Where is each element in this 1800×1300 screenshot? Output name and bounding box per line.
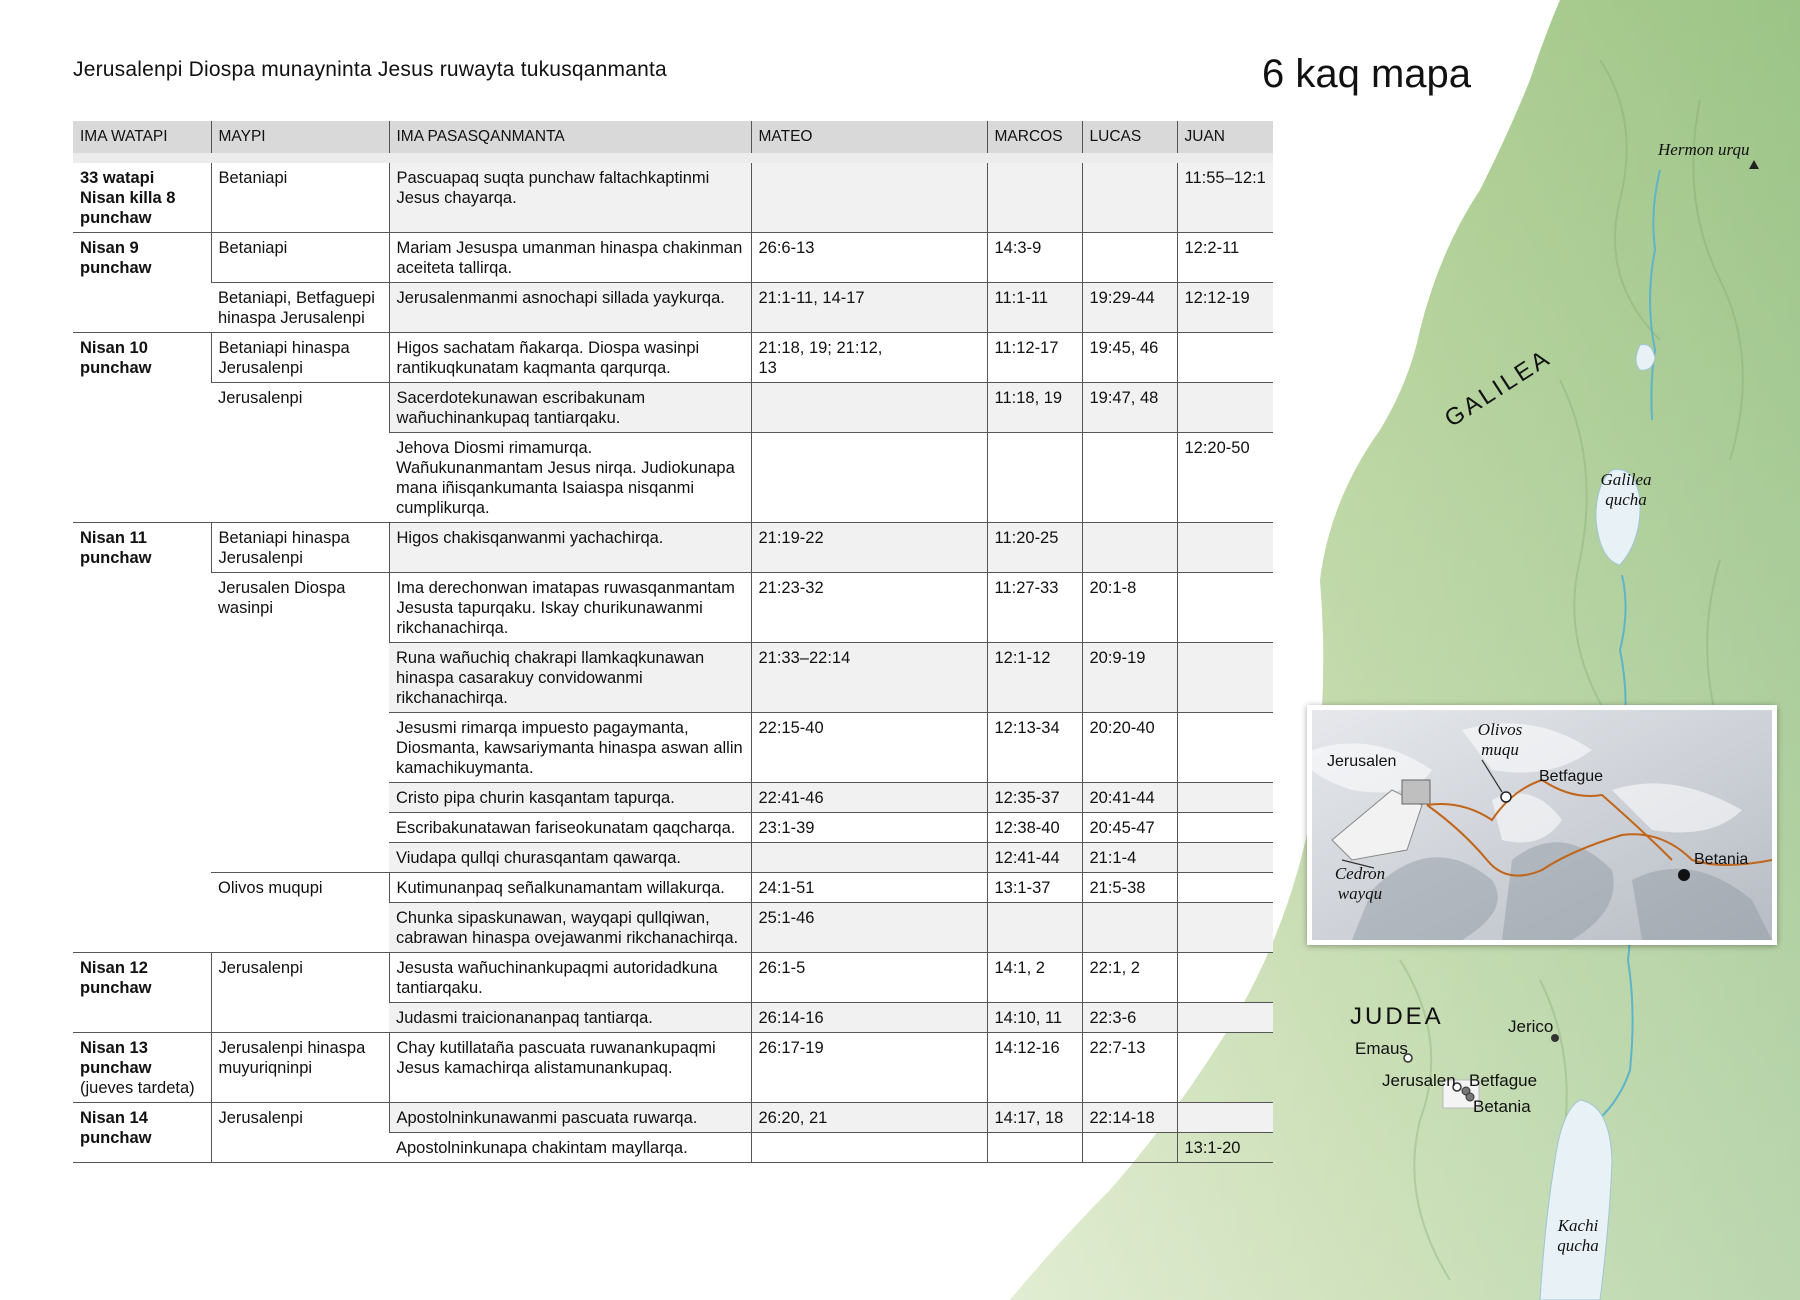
header-mateo: MATEO [751, 121, 899, 158]
table-row [73, 953, 1273, 1003]
table-row [73, 158, 1273, 233]
event-cell: Apostolninkunawanmi pascuata ruwarqa. [389, 1103, 751, 1133]
place-cell: Betaniapi [211, 158, 389, 233]
event-cell: Chay kutillataña pascuata ruwanankupaqmi Jesus kamachirqa alistamunankupaq. [389, 1033, 751, 1103]
gap-cell [899, 843, 987, 873]
mateo-cell [751, 843, 899, 873]
lucas-cell [1082, 903, 1177, 953]
events-table [73, 121, 1273, 1163]
table-row [73, 283, 1273, 333]
mateo-cell: 21:19-22 [751, 523, 899, 573]
header-gap [899, 121, 987, 158]
lucas-cell: 20:20-40 [1082, 713, 1177, 783]
table-header-row [73, 121, 1273, 158]
gap-cell [899, 1103, 987, 1133]
table-row [73, 383, 1273, 433]
header-marcos: MARCOS [987, 121, 1082, 158]
gap-cell [899, 333, 987, 383]
place-cell: Jerusalenpi [211, 953, 389, 1033]
date-cell [73, 158, 211, 233]
header-date: IMA WATAPI [73, 121, 211, 158]
gap-cell [899, 813, 987, 843]
lucas-cell: 22:1, 2 [1082, 953, 1177, 1003]
gap-cell [899, 1033, 987, 1103]
mateo-cell: 21:1-11, 14-17 [751, 283, 899, 333]
gap-cell [899, 953, 987, 1003]
table-row [73, 333, 1273, 383]
mateo-cell: 24:1-51 [751, 873, 899, 903]
date-cell [73, 333, 211, 523]
header-event: IMA PASASQANMANTA [389, 121, 751, 158]
event-cell: Escribakunatawan fariseokunatam qaqcharqa. [389, 813, 751, 843]
marcos-cell [987, 433, 1082, 523]
inset-olivos-label: Olivos muqu [1477, 720, 1523, 759]
marcos-cell: 12:41-44 [987, 843, 1082, 873]
lucas-cell: 20:41-44 [1082, 783, 1177, 813]
table-row [73, 1033, 1273, 1103]
event-cell: Chunka sipaskunawan, wayqapi qullqiwan, cabrawan hinaspa ovejawanmi rikchanachirqa. [389, 903, 751, 953]
page-title: Jerusalenpi Diospa munayninta Jesus ruwayta tukusqanmanta [73, 58, 667, 81]
juan-cell: 13:1-20 [1177, 1133, 1273, 1163]
lucas-cell: 19:29-44 [1082, 283, 1177, 333]
marcos-cell: 14:10, 11 [987, 1003, 1082, 1033]
lucas-cell: 22:3-6 [1082, 1003, 1177, 1033]
place-cell: Jerusalen Diospa wasinpi [211, 573, 389, 873]
date-text: 33 watapi Nisan killa 8 punchaw [80, 169, 176, 227]
mateo-cell [751, 383, 899, 433]
lucas-cell [1082, 158, 1177, 233]
marcos-cell: 14:1, 2 [987, 953, 1082, 1003]
header-lucas: LUCAS [1082, 121, 1177, 158]
date-cell [73, 523, 211, 953]
juan-cell: 12:12-19 [1177, 283, 1273, 333]
galilea-lake-label: Galilea qucha [1600, 470, 1652, 509]
place-cell: Betaniapi, Betfaguepi hinaspa Jerusalenpi [211, 283, 389, 333]
date-cell [73, 1033, 211, 1103]
marcos-cell: 12:38-40 [987, 813, 1082, 843]
lucas-cell: 20:9-19 [1082, 643, 1177, 713]
gap-cell [899, 433, 987, 523]
date-text: Nisan 9 punchaw [80, 239, 152, 277]
lucas-cell: 20:1-8 [1082, 573, 1177, 643]
betania-label: Betania [1473, 1097, 1531, 1116]
event-cell: Apostolninkunapa chakintam mayllarqa. [389, 1133, 751, 1163]
juan-cell [1177, 1103, 1273, 1133]
gap-cell [899, 1003, 987, 1033]
lucas-cell [1082, 523, 1177, 573]
marcos-cell: 14:3-9 [987, 233, 1082, 283]
event-cell: Ima derechonwan imatapas ruwasqanmantam Jesusta tapurqaku. Iskay churikunawanmi rikchanachirqa. [389, 573, 751, 643]
juan-cell [1177, 333, 1273, 383]
marcos-cell: 14:12-16 [987, 1033, 1082, 1103]
lucas-cell: 22:7-13 [1082, 1033, 1177, 1103]
jerusalen-label: Jerusalen [1382, 1071, 1456, 1090]
marcos-cell: 11:1-11 [987, 283, 1082, 333]
lucas-cell: 19:47, 48 [1082, 383, 1177, 433]
marcos-cell: 11:27-33 [987, 573, 1082, 643]
juan-cell [1177, 953, 1273, 1003]
inset-jerusalen-label: Jerusalen [1327, 753, 1397, 770]
map-title: 6 kaq mapa [1262, 52, 1472, 96]
date-cell [73, 953, 211, 1033]
mateo-cell [751, 158, 899, 233]
mateo-cell: 21:18, 19; 21:12, 13 [751, 333, 899, 383]
jerusalem-inset-map [1307, 705, 1777, 945]
lucas-cell: 20:45-47 [1082, 813, 1177, 843]
event-cell: Cristo pipa churin kasqantam tapurqa. [389, 783, 751, 813]
juan-cell [1177, 843, 1273, 873]
mateo-cell: 22:15-40 [751, 713, 899, 783]
place-cell: Betaniapi hinaspa Jerusalenpi [211, 523, 389, 573]
date-text: Nisan 11 punchaw [80, 529, 152, 567]
galilea-label: GALILEA [1440, 344, 1557, 433]
judea-label: JUDEA [1350, 1003, 1444, 1030]
marcos-cell [987, 158, 1082, 233]
dead-sea-label: Kachi qucha [1557, 1216, 1599, 1255]
juan-cell [1177, 873, 1273, 903]
marcos-cell: 11:20-25 [987, 523, 1082, 573]
date-cell [73, 233, 211, 333]
date-cell [73, 1103, 211, 1163]
place-cell: Jerusalenpi [211, 1103, 389, 1163]
table-body [73, 158, 1273, 1163]
inset-betania-label: Betania [1694, 851, 1749, 868]
jerico-label: Jerico [1508, 1017, 1554, 1036]
date-note: (jueves tardeta) [80, 1079, 195, 1097]
marcos-cell [987, 1133, 1082, 1163]
juan-cell [1177, 523, 1273, 573]
gap-cell [899, 873, 987, 903]
event-cell: Jerusalenmanmi asnochapi sillada yaykurqa. [389, 283, 751, 333]
inset-relief [1312, 710, 1772, 940]
marcos-cell: 12:35-37 [987, 783, 1082, 813]
event-cell: Higos sachatam ñakarqa. Diospa wasinpi rantikuqkunatam kaqmanta qarqurqa. [389, 333, 751, 383]
gap-cell [899, 783, 987, 813]
juan-cell [1177, 783, 1273, 813]
date-text: Nisan 13 punchaw [80, 1039, 152, 1077]
juan-cell [1177, 1003, 1273, 1033]
header-juan: JUAN [1177, 121, 1273, 158]
table-row [73, 233, 1273, 283]
juan-cell [1177, 813, 1273, 843]
mateo-cell: 26:14-16 [751, 1003, 899, 1033]
inset-betania-dot [1678, 869, 1690, 881]
mateo-cell: 26:6-13 [751, 233, 899, 283]
event-cell: Higos chakisqanwanmi yachachirqa. [389, 523, 751, 573]
lucas-cell: 22:14-18 [1082, 1103, 1177, 1133]
lucas-cell: 19:45, 46 [1082, 333, 1177, 383]
juan-cell: 12:20-50 [1177, 433, 1273, 523]
betfague-label: Betfague [1469, 1071, 1538, 1090]
mateo-cell [751, 1133, 899, 1163]
juan-cell [1177, 573, 1273, 643]
mateo-cell [751, 433, 899, 523]
place-cell: Olivos muqupi [211, 873, 389, 953]
gap-cell [899, 1133, 987, 1163]
hermon-label: Hermon urqu [1658, 140, 1750, 159]
event-cell: Jesusta wañuchinankupaqmi autoridadkuna tantiarqaku. [389, 953, 751, 1003]
table-row [73, 873, 1273, 903]
juan-cell: 11:55–12:1 [1177, 158, 1273, 233]
date-text: Nisan 10 punchaw [80, 339, 152, 377]
mateo-cell: 21:23-32 [751, 573, 899, 643]
table-row [73, 573, 1273, 643]
gap-cell [899, 903, 987, 953]
gap-cell [899, 643, 987, 713]
mateo-cell: 26:17-19 [751, 1033, 899, 1103]
marcos-cell: 12:1-12 [987, 643, 1082, 713]
event-cell: Jesusmi rimarqa impuesto pagaymanta, Diosmanta, kawsariymanta hinaspa aswan allin kamachikuymanta. [389, 713, 751, 783]
marcos-cell: 12:13-34 [987, 713, 1082, 783]
gap-cell [899, 233, 987, 283]
event-cell: Jehova Diosmi rimamurqa. Wañukunanmantam Jesus nirqa. Judiokunapa mana iñisqankumanta Isaiaspa nisqanmi cumplikurqa. [389, 433, 751, 523]
gap-cell [899, 383, 987, 433]
marcos-cell: 11:12-17 [987, 333, 1082, 383]
table-row [73, 1103, 1273, 1133]
event-cell: Judasmi traicionananpaq tantiarqa. [389, 1003, 751, 1033]
marcos-cell [987, 903, 1082, 953]
mateo-cell: 23:1-39 [751, 813, 899, 843]
header-place: MAYPI [211, 121, 389, 158]
table-row [73, 523, 1273, 573]
juan-cell [1177, 903, 1273, 953]
mateo-cell: 26:20, 21 [751, 1103, 899, 1133]
marcos-cell: 14:17, 18 [987, 1103, 1082, 1133]
gap-cell [899, 158, 987, 233]
juan-cell [1177, 713, 1273, 783]
place-cell: Jerusalenpi [211, 383, 389, 523]
lucas-cell: 21:5-38 [1082, 873, 1177, 903]
juan-cell [1177, 383, 1273, 433]
place-cell: Jerusalenpi hinaspa muyuriqninpi [211, 1033, 389, 1103]
mateo-cell: 26:1-5 [751, 953, 899, 1003]
marcos-cell: 13:1-37 [987, 873, 1082, 903]
gap-cell [899, 713, 987, 783]
juan-cell: 12:2-11 [1177, 233, 1273, 283]
inset-cedron-label: Cedron wayqu [1334, 864, 1386, 903]
lucas-cell [1082, 233, 1177, 283]
juan-cell [1177, 643, 1273, 713]
place-cell: Betaniapi hinaspa Jerusalenpi [211, 333, 389, 383]
lucas-cell [1082, 433, 1177, 523]
inset-betfague-label: Betfague [1539, 768, 1604, 785]
inset-betfague-dot [1501, 792, 1511, 802]
gap-cell [899, 573, 987, 643]
date-text: Nisan 12 punchaw [80, 959, 152, 997]
emaus-label: Emaus [1355, 1039, 1408, 1058]
event-cell: Kutimunanpaq señalkunamantam willakurqa. [389, 873, 751, 903]
gap-cell [899, 283, 987, 333]
event-cell: Runa wañuchiq chakrapi llamkaqkunawan hinaspa casarakuy convidowanmi rikchanachirqa. [389, 643, 751, 713]
place-cell: Betaniapi [211, 233, 389, 283]
lucas-cell: 21:1-4 [1082, 843, 1177, 873]
juan-cell [1177, 1033, 1273, 1103]
event-cell: Viudapa qullqi churasqantam qawarqa. [389, 843, 751, 873]
event-cell: Pascuapaq suqta punchaw faltachkaptinmi Jesus chayarqa. [389, 158, 751, 233]
gap-cell [899, 523, 987, 573]
mateo-cell: 21:33–22:14 [751, 643, 899, 713]
lucas-cell [1082, 1133, 1177, 1163]
event-cell: Mariam Jesuspa umanman hinaspa chakinman aceiteta tallirqa. [389, 233, 751, 283]
mateo-cell: 25:1-46 [751, 903, 899, 953]
event-cell: Sacerdotekunawan escribakunam wañuchinankupaq tantiarqaku. [389, 383, 751, 433]
date-text: Nisan 14 punchaw [80, 1109, 152, 1147]
mateo-cell: 22:41-46 [751, 783, 899, 813]
marcos-cell: 11:18, 19 [987, 383, 1082, 433]
